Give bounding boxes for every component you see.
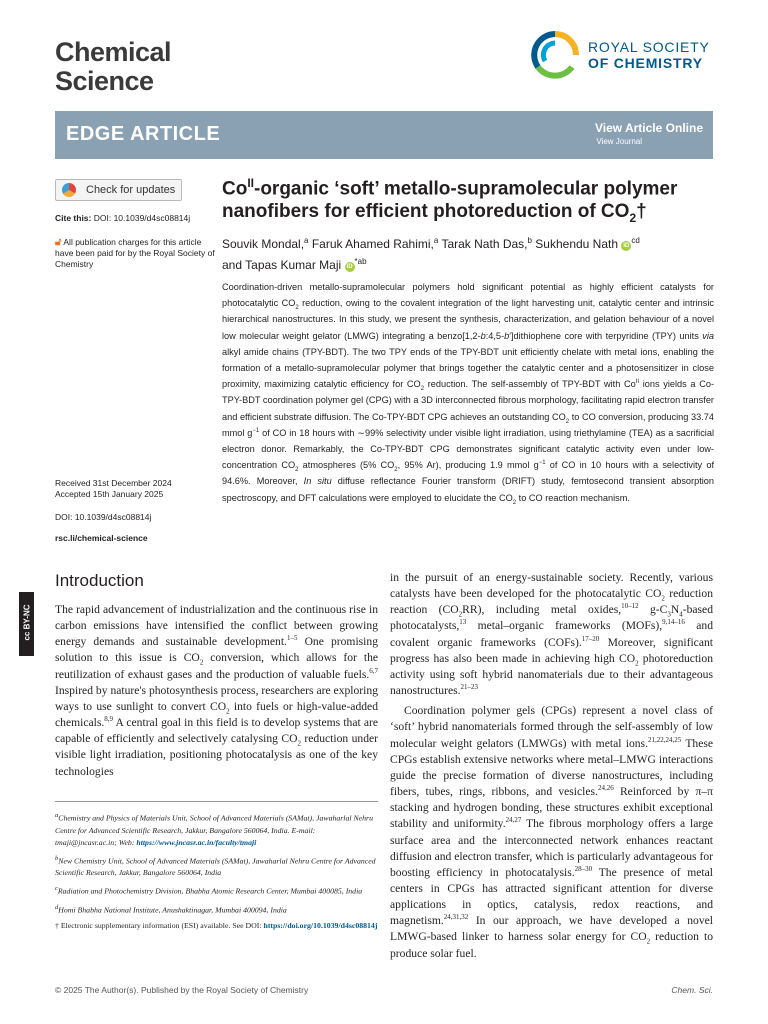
cite-label: Cite this: bbox=[55, 213, 92, 223]
check-for-updates-button[interactable] bbox=[55, 179, 182, 201]
article-type-banner bbox=[55, 111, 713, 159]
citation-ref[interactable]: 24,31,32 bbox=[443, 913, 469, 922]
citation-ref[interactable]: 10–12 bbox=[621, 602, 639, 611]
body-column-right bbox=[390, 570, 713, 962]
journal-abbrev: Chem. Sci. bbox=[671, 985, 713, 995]
journal-name-line2: Science bbox=[55, 66, 154, 96]
article-doi: DOI: 10.1039/d4sc08814j bbox=[55, 512, 152, 522]
rsc-logo-icon bbox=[530, 30, 580, 80]
citation-ref[interactable]: 9,14–16 bbox=[662, 618, 685, 627]
citation-ref[interactable]: 1–5 bbox=[286, 634, 298, 643]
cc-license-label: cc BY-NC bbox=[22, 604, 32, 641]
body-column-left bbox=[55, 602, 378, 780]
footnote-b: $^b$New Chemistry Unit, School of Advanced Materials (SAMat), Jawaharlal Nehru Centre for Advanced Scientific Research, Jakkur, Bangalore 560064, India bbox=[55, 854, 376, 878]
esi-doi-link[interactable]: https://doi.org/10.1039/d4sc08814j bbox=[263, 921, 378, 931]
orcid-icon[interactable]: iD bbox=[623, 243, 630, 249]
section-heading-introduction: Introduction bbox=[55, 571, 144, 590]
footnote-d: $^d$Homi Bhabha National Institute, Anushaktinagar, Mumbai 400094, India bbox=[55, 903, 287, 915]
journal-name bbox=[55, 38, 171, 96]
crossmark-icon bbox=[62, 183, 76, 197]
page-footer bbox=[55, 985, 713, 995]
check-for-updates-label: Check for updates bbox=[86, 184, 176, 196]
citation-ref[interactable]: 24,26 bbox=[597, 784, 614, 793]
publisher-logo bbox=[530, 30, 720, 82]
view-article-online-link[interactable]: View Article Online bbox=[594, 121, 703, 135]
received-date: Received 31st December 2024 bbox=[55, 478, 172, 488]
citation-ref[interactable]: 17–20 bbox=[581, 634, 600, 643]
publisher-name-line2: OF CHEMISTRY bbox=[588, 55, 703, 71]
cc-license-badge[interactable] bbox=[19, 592, 34, 656]
copyright-notice: © 2025 The Author(s). Published by the Royal Society of Chemistry bbox=[55, 985, 309, 995]
citation-ref[interactable]: 21–23 bbox=[460, 683, 479, 692]
article-title: $Co^{II}$-organic ‘soft’ metallo-supramolecular polymer nanofibers for efficient photoreduction of $CO_2\dagger$ bbox=[222, 176, 678, 226]
publisher-name-line1: ROYAL SOCIETY bbox=[588, 39, 710, 55]
open-access-icon: 🔓︎ bbox=[55, 237, 62, 248]
cite-doi: DOI: 10.1039/d4sc08814j bbox=[93, 213, 191, 223]
open-access-text: All publication charges for this article have been paid for by the Royal Society of Chemistry bbox=[55, 237, 215, 269]
accepted-date: Accepted 15th January 2025 bbox=[55, 489, 164, 499]
footnote-a: $^a$Chemistry and Physics of Materials Unit, School of Advanced Materials (SAMat), Jawaharlal Nehru Centre for Advanced Scientific Research, Jakkur, Bangalore 560064, India. E-mail: tmaji@jncasr.ac.in; Web: https://www.jncasr.ac.in/faculty/tmaji bbox=[55, 812, 373, 847]
article-type: EDGE ARTICLE bbox=[66, 123, 221, 145]
paragraph: in the pursuit of an energy-sustainable society. Recently, various catalysts have been developed for the photocatalytic $CO_2$ reduction reaction $(CO_2RR)$, including metal oxides,$^{10-12}$ $g-C_3N_4$-based photocatalysts,$^{13}$ metal–organic frameworks (MOFs),$^{9,14-16}$ and covalent organic frameworks (COFs).$^{17-20}$ Moreover, significant progress has also been made in achieving high $CO_2$ photoreduction activity using soft hybrid nanomaterials due to their advantageous nanostructures.$^{21-23}$ bbox=[390, 571, 713, 698]
citation-ref[interactable]: 8,9 bbox=[104, 715, 114, 724]
citation-ref[interactable]: 13 bbox=[459, 618, 467, 627]
citation-ref[interactable]: 21,22,24,25 bbox=[647, 735, 682, 744]
footnote-c: $^c$Radiation and Photochemistry Division, Bhabha Atomic Research Center, Mumbai 400085, India bbox=[55, 885, 363, 896]
paragraph: Coordination polymer gels (CPGs) represent a novel class of ‘soft’ hybrid nanomaterials formed through the self-assembly of low molecular weight gelators (LMWGs) with metal ions.$^{21,22,24,25}$ These CPGs establish extensive networks where metal–LMWG interactions guide the precise formation of diverse nanostructures, including fibers, tubes, rings, ribbons, and vesicles.$^{24,26}$ Reinforced by π–π stacking and hydrogen bonding, these structures exhibit exceptional stability and uniformity.$^{24,27}$ The fibrous morphology offers a large surface area and the interconnected network enhances reactant diffusion and electron transfer, which is particularly advantageous for boosting efficiency in photocatalysis.$^{28-30}$ The presence of metal centers in CPGs has attracted significant attention for diverse applications in optics, catalysis, redox reactions, and magnetism.$^{24,31,32}$ In our approach, we have developed a novel LMWG-based linker to harness solar energy for $CO_2$ reduction to produce solar fuel. bbox=[390, 704, 714, 960]
orcid-icon[interactable]: iD bbox=[346, 264, 353, 270]
footnote-divider bbox=[55, 801, 378, 802]
affiliation-footnotes bbox=[55, 810, 378, 936]
citation bbox=[55, 213, 190, 224]
paragraph: The rapid advancement of industrialization and the continuous rise in carbon emissions have intensified the conflict between growing energy demands and sustainable development.$^{1-5}$ One promising solution to this issue is $CO_2$ conversion, which allows for the reutilization of exhaust gases and the production of valuable fuels.$^{6,7}$ Inspired by nature's photosynthesis process, researchers are exploring ways to use sunlight to convert $CO_2$ into fuels or high-value-added chemicals.$^{8,9}$ A central goal in this field is to develop systems that are capable of efficiently and selectively catalysing $CO_2$ reduction under visible light irradiation, positioning photocatalysis as one of the key technologies bbox=[55, 603, 379, 778]
article-dates bbox=[55, 478, 172, 500]
footnote-esi: † Electronic supplementary information (ESI) available. See DOI: https://doi.org/10.1039/d4sc08814j bbox=[55, 921, 378, 931]
view-journal-link[interactable]: View Journal bbox=[596, 137, 642, 146]
abstract: Coordination-driven metallo-supramolecular polymers hold significant potential as highly efficient catalysts for photocatalytic $CO_2$ reduction, owing to the covalent integration of the light harvesting unit, catalytic center and intrinsic hierarchical nanostructures. In this study, we present the synthesis, characterization, and gelation behaviour of a novel low molecular weight gelator (LMWG) integrating a benzo[1,2-b:4,5-b′]dithiophene core with terpyridine (TPY) units via alkyl amide chains (TPY-BDT). The two TPY ends of the TPY-BDT unit efficiently chelate with metal ions, enabling the formation of a metallo-supramolecular polymer that brings together the catalytic center and a photosensitizer in close proximity, maximizing catalytic efficiency for $CO_2$ reduction. The self-assembly of TPY-BDT with $Co^{II}$ ions yields a Co-TPY-BDT coordination polymer gel (CPG) with a 3D interconnected fibrous morphology, facilitating rapid electron transfer and efficient substrate diffusion. The Co-TPY-BDT CPG achieves an outstanding $CO_2$ to CO conversion, producing 33.74 mmol $g^{-1}$ of CO in 18 hours with ∼99% selectivity under visible light irradiation, using triethylamine (TEA) as a sacrificial electron donor. Remarkably, the Co-TPY-BDT CPG demonstrates significant catalytic activity even under low-concentration $CO_2$ atmospheres (5% $CO_2$, 95% Ar), producing 1.9 mmol $g^{-1}$ of CO in 10 hours with a selectivity of 94.6%. Moreover, In situ diffuse reflectance Fourier transform (DRIFT) study, femtosecond transient absorption spectroscopy, and DFT calculations were employed to elucidate the $CO_2$ to CO reaction mechanism. bbox=[222, 282, 715, 506]
journal-name-line1: Chemical bbox=[55, 37, 172, 67]
citation-ref[interactable]: 28–30 bbox=[574, 864, 593, 873]
open-access-note bbox=[55, 237, 215, 270]
citation-ref[interactable]: 6,7 bbox=[369, 666, 378, 675]
journal-link[interactable]: rsc.li/chemical-science bbox=[55, 533, 148, 543]
citation-ref[interactable]: 24,27 bbox=[505, 816, 522, 825]
faculty-web-link[interactable]: https://www.jncasr.ac.in/faculty/tmaji bbox=[136, 837, 257, 847]
author-list: Souvik Mondal,$^a$ Faruk Ahamed Rahimi,$^a$ Tarak Nath Das,$^b$ Sukhendu Nath $iD^{cd}$ and Tapas Kumar Maji $iD^{*ab}$ bbox=[222, 236, 640, 272]
